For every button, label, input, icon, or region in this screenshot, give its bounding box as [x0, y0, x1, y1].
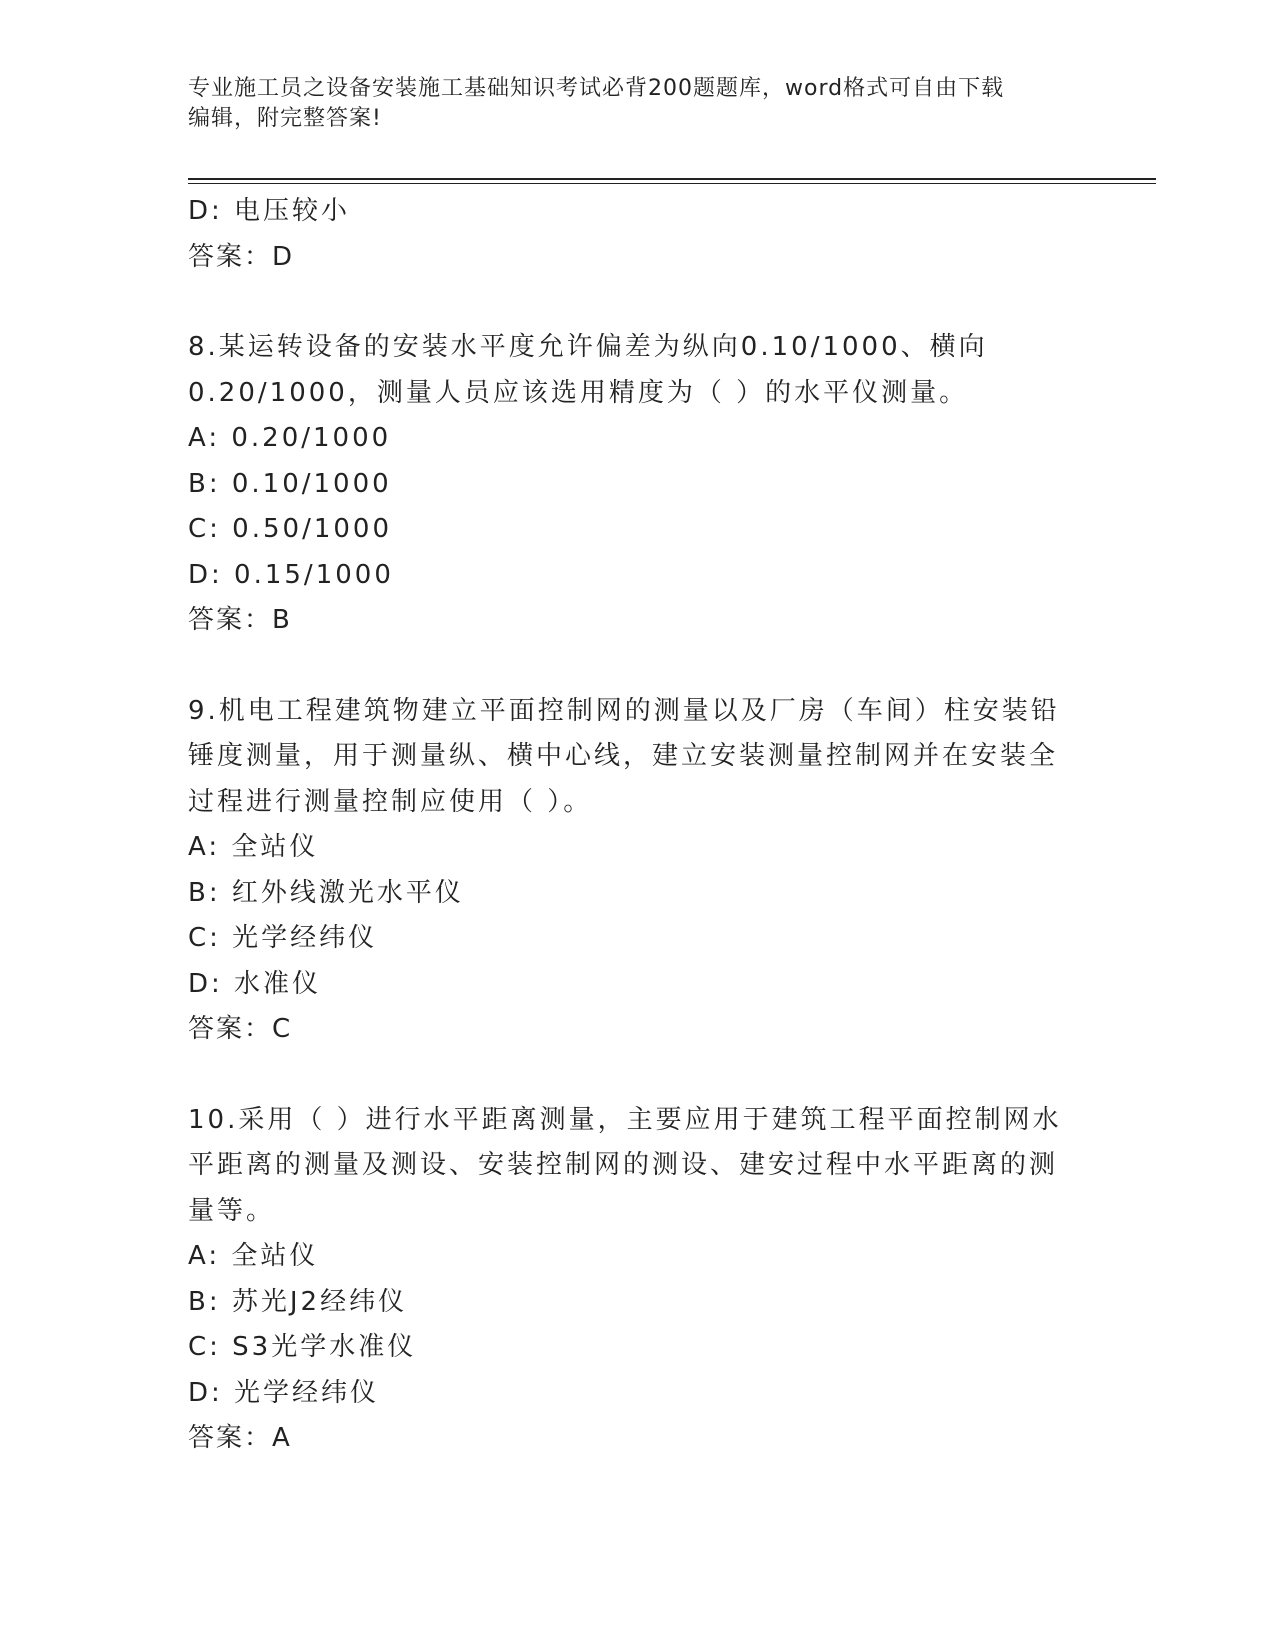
header-divider-thin — [188, 183, 1156, 184]
answer-line: 答案：D — [188, 241, 295, 272]
option-b: B: 苏光J2经纬仪 — [188, 1286, 408, 1317]
question-text-line: 过程进行测量控制应使用（ ）。 — [188, 786, 593, 817]
option-d: D: 电压较小 — [188, 196, 351, 226]
question-text-line: 10.采用（ ）进行水平距离测量，主要应用于建筑工程平面控制网水 — [188, 1104, 1062, 1135]
option-a: A: 全站仪 — [188, 832, 319, 862]
question-text-line: 量等。 — [188, 1195, 276, 1226]
header-title-line-1: 专业施工员之设备安装施工基础知识考试必背200题题库，word格式可自由下载 — [188, 76, 1005, 101]
question-content — [188, 189, 1078, 1462]
option-d: D: 0.15/1000 — [188, 559, 394, 590]
option-c: C: S3光学水准仪 — [188, 1332, 417, 1362]
option-a: A: 全站仪 — [188, 1241, 319, 1271]
option-b: B: 0.10/1000 — [188, 468, 392, 499]
option-d: D: 水准仪 — [188, 968, 322, 999]
option-c: C: 光学经纬仪 — [188, 923, 378, 953]
option-d: D: 光学经纬仪 — [188, 1377, 380, 1408]
question-text-line: 9.机电工程建筑物建立平面控制网的测量以及厂房（车间）柱安装铅 — [188, 695, 1060, 726]
answer-line: 答案：C — [188, 1014, 293, 1044]
answer-line: 答案：A — [188, 1423, 292, 1453]
question-9 — [188, 689, 1078, 1053]
option-a: A: 0.20/1000 — [188, 423, 392, 453]
option-b: B: 红外线激光水平仪 — [188, 877, 464, 908]
question-text-line: 平距离的测量及测设、安装控制网的测设、建安过程中水平距离的测 — [188, 1150, 1059, 1180]
option-c: C: 0.50/1000 — [188, 514, 392, 544]
question-7-continuation — [188, 189, 1078, 280]
page-header — [188, 74, 1078, 134]
answer-line: 答案：B — [188, 605, 292, 635]
header-divider-thick — [188, 178, 1156, 180]
header-title-line-2: 编辑，附完整答案! — [188, 106, 382, 131]
question-text-line: 8.某运转设备的安装水平度允许偏差为纵向0.10/1000、横向 — [188, 332, 988, 362]
question-10 — [188, 1098, 1078, 1462]
question-text-line: 锤度测量，用于测量纵、横中心线，建立安装测量控制网并在安装全 — [188, 741, 1059, 771]
question-text-line: 0.20/1000，测量人员应该选用精度为（ ）的水平仪测量。 — [188, 377, 969, 408]
question-8 — [188, 325, 1078, 644]
